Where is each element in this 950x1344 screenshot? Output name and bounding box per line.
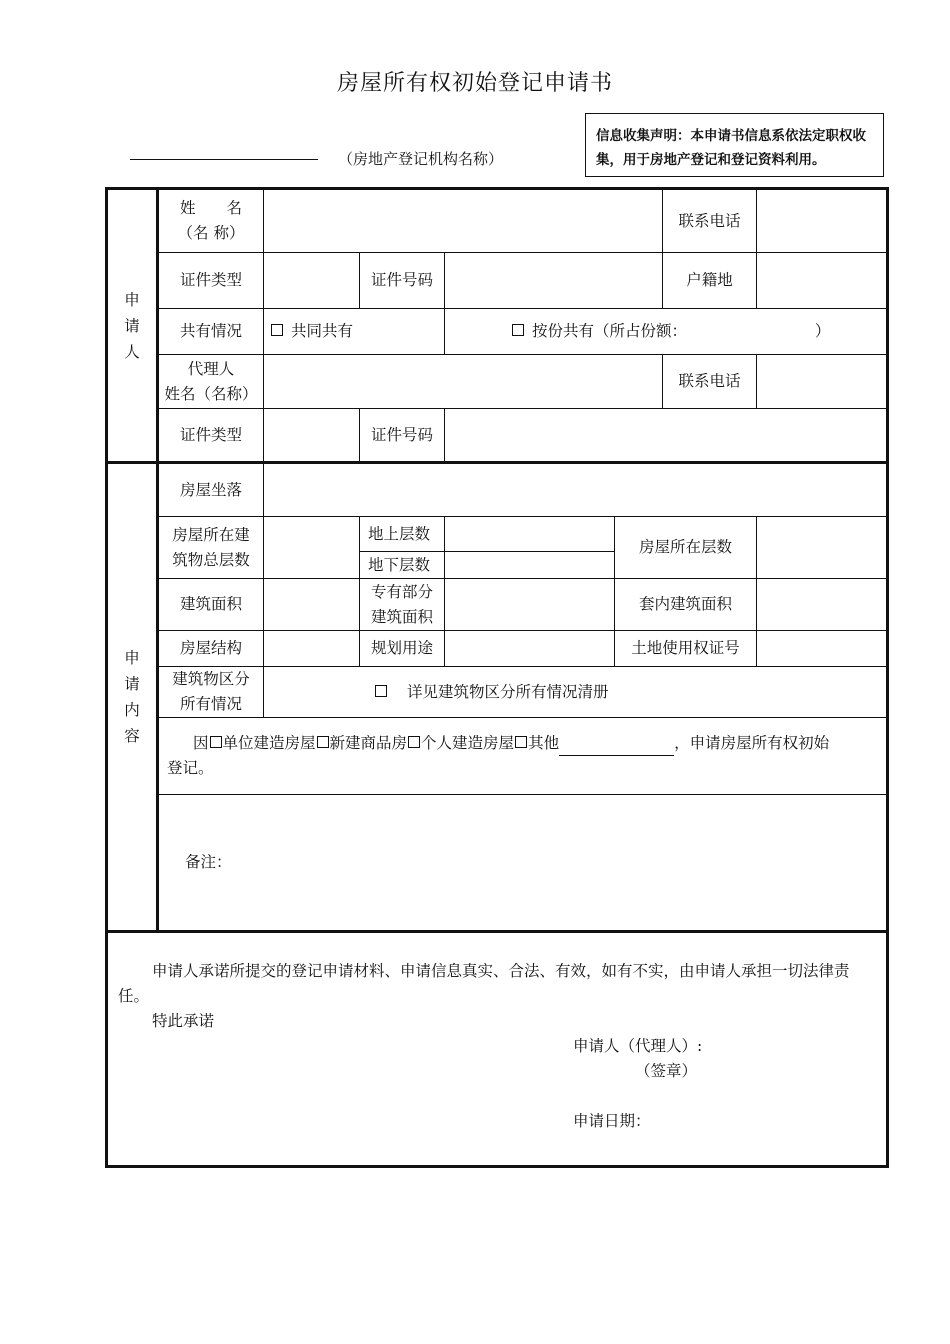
date-label: 申请日期：	[573, 1112, 651, 1130]
division-label: 建筑物区分 所有情况	[158, 667, 264, 718]
page-title: 房屋所有权初始登记申请书	[336, 71, 613, 96]
above-floors-label: 地上层数	[360, 517, 445, 552]
area-label: 建筑面积	[158, 579, 264, 631]
reason-unit-checkbox[interactable]	[210, 736, 222, 748]
agent-phone-field[interactable]	[757, 355, 888, 409]
share-label: 共有情况	[158, 309, 264, 355]
id-type-field[interactable]	[264, 253, 360, 309]
promise-text: 申请人承诺所提交的登记申请材料、申请信息真实、合法、有效，如有不实，由申请人承担一切法律责任。	[118, 962, 850, 1005]
agent-name-label: 代理人 姓名（名称）	[158, 355, 264, 409]
info-collection-notice: 信息收集声明：本申请书信息系依法定职权收集，用于房地产登记和登记资料利用。	[585, 113, 884, 177]
remarks-label: 备注：	[185, 853, 232, 871]
hereby-text: 特此承诺	[152, 1012, 215, 1030]
use-label: 规划用途	[360, 631, 445, 667]
location-label: 房屋坐落	[158, 463, 264, 517]
structure-field[interactable]	[264, 631, 360, 667]
total-floors-field[interactable]	[264, 517, 360, 579]
exclusive-area-label: 专有部分 建筑面积	[360, 579, 445, 631]
agent-id-number-label: 证件号码	[360, 409, 445, 463]
joint-ownership-option[interactable]: 共同共有	[264, 309, 445, 355]
inner-area-label: 套内建筑面积	[615, 579, 757, 631]
applicant-section-label: 申请人	[107, 189, 158, 463]
above-floors-field[interactable]	[445, 517, 615, 552]
domicile-label: 户籍地	[663, 253, 757, 309]
applicant-sign-label: 申请人（代理人）:	[573, 1037, 703, 1055]
area-field[interactable]	[264, 579, 360, 631]
share-ownership-checkbox[interactable]	[512, 324, 524, 336]
use-field[interactable]	[445, 631, 615, 667]
name-label: 姓 名 （名 称）	[158, 189, 264, 253]
agent-id-type-label: 证件类型	[158, 409, 264, 463]
agent-id-number-field[interactable]	[445, 409, 888, 463]
application-form-table	[105, 187, 886, 1168]
land-cert-field[interactable]	[757, 631, 888, 667]
id-type-label: 证件类型	[158, 253, 264, 309]
division-checkbox[interactable]	[375, 685, 387, 697]
reason-other-blank[interactable]	[559, 739, 674, 756]
reason-individual-checkbox[interactable]	[408, 736, 420, 748]
floor-field[interactable]	[757, 517, 888, 579]
reason-new-commercial-checkbox[interactable]	[317, 736, 329, 748]
content-section-label: 申请内容	[107, 463, 158, 932]
land-cert-label: 土地使用权证号	[615, 631, 757, 667]
registration-reason: 因 单位建造房屋 新建商品房 个人建造房屋 其他 ，申请房屋所有权初始 登记。	[158, 718, 888, 795]
reason-other-checkbox[interactable]	[515, 736, 527, 748]
org-name-label: （房地产登记机构名称）	[338, 150, 504, 168]
agent-phone-label: 联系电话	[663, 355, 757, 409]
joint-ownership-checkbox[interactable]	[271, 324, 283, 336]
share-ownership-option[interactable]: 按份共有（所占份额： ）	[445, 309, 888, 355]
org-name-blank[interactable]	[130, 159, 318, 160]
id-number-label: 证件号码	[360, 253, 445, 309]
below-floors-label: 地下层数	[360, 552, 445, 579]
domicile-field[interactable]	[757, 253, 888, 309]
id-number-field[interactable]	[445, 253, 663, 309]
exclusive-area-field[interactable]	[445, 579, 615, 631]
inner-area-field[interactable]	[757, 579, 888, 631]
phone-label: 联系电话	[663, 189, 757, 253]
below-floors-field[interactable]	[445, 552, 615, 579]
floor-label: 房屋所在层数	[615, 517, 757, 579]
agent-name-field[interactable]	[264, 355, 663, 409]
phone-field[interactable]	[757, 189, 888, 253]
division-option[interactable]: 详见建筑物区分所有情况清册	[264, 667, 888, 718]
name-field[interactable]	[264, 189, 663, 253]
promise-section	[107, 932, 888, 1167]
remarks-cell[interactable]	[158, 795, 888, 932]
location-field[interactable]	[264, 463, 888, 517]
seal-label: （签章）	[635, 1062, 698, 1080]
structure-label: 房屋结构	[158, 631, 264, 667]
total-floors-label: 房屋所在建 筑物总层数	[158, 517, 264, 579]
agent-id-type-field[interactable]	[264, 409, 360, 463]
